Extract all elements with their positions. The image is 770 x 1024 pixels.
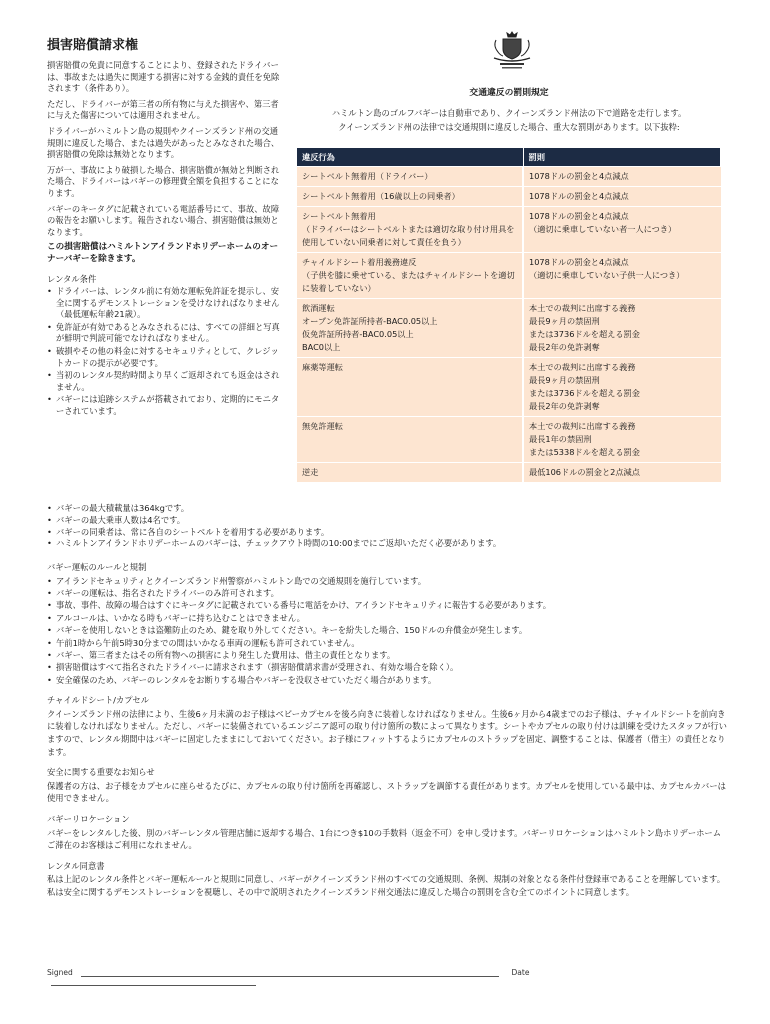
violation-text: （子供を膝に乗せている、またはチャイルドシートを適切に装着していない） (302, 270, 515, 293)
penalty-text: 1078ドルの罰金と4点減点 (529, 211, 629, 221)
penalty-text: または5338ドルを超える罰金 (529, 447, 640, 457)
signature-area (47, 968, 727, 986)
violation-text: （ドライバーはシートベルトまたは適切な取り付け用具を使用していない同乗者に対して責任を負う） (302, 224, 515, 247)
violation-text: 無免許運転 (302, 421, 343, 431)
penalty-cell (523, 463, 721, 483)
violation-cell (297, 463, 524, 483)
traffic-penalties-intro-2: クイーンズランド州の法律では交通規則に違反した場合、重大な罰則があります。以下抜粋: (338, 122, 680, 132)
penalty-text: 最長1年の禁固刑 (529, 434, 592, 444)
violation-text: 逆走 (302, 467, 319, 477)
waiver-paragraph-3: ドライバーがハミルトン島の規則やクイーンズランド州の交通規則に違反した場合、または過失があったとみなされた場合、損害賠償の免除は無効となります。 (47, 125, 280, 160)
relocation-section (47, 813, 729, 852)
penalty-cell (523, 417, 721, 463)
list-item: • バギーの最大乗車人数は4名です。 (47, 515, 647, 527)
violation-text: 麻薬等運転 (302, 362, 343, 372)
safety-notice-text: 保護者の方は、お子様をカプセルに座らせるたびに、カプセルの取り付け箇所を再確認し、ストラップを調節する責任があります。カプセルを使用している最中は、カプセルカバーは使用できません。 (47, 780, 726, 804)
column-header-violation: 違反行為 (297, 148, 524, 167)
violation-text: シートベルト無着用（ドライバー） (302, 171, 433, 181)
table-row (297, 358, 721, 417)
waiver-paragraph-4: 万が一、事故により破損した場合、損害賠償が無効と判断された場合、ドライバーはバギーの修理費全額を負担することになります。 (47, 164, 280, 198)
date-line[interactable] (51, 978, 256, 986)
violation-text: BAC0以上 (302, 342, 341, 352)
traffic-penalties-intro-1: ハミルトン島のゴルフバギーは自動車であり、クイーンズランド州法の下で道路を走行します。 (331, 108, 687, 118)
penalty-text: 1078ドルの罰金と4点減点 (529, 257, 629, 267)
waiver-paragraph-1: 損害賠償の免責に同意することにより、登録されたドライバーは、事故または過失に関連する損害に対する金銭的責任を免除されます（条件あり）。 (47, 60, 280, 94)
list-item: • 損害賠償はすべて指名されたドライバーに請求されます（損害賠償請求書が受理され、有効な場合を除く）。 (47, 661, 729, 673)
penalty-text: 本土での裁判に出席する義務 (529, 421, 636, 431)
list-item: • バギー、第三者またはその所有物への損害により発生した費用は、借主の責任となります。 (47, 649, 729, 661)
list-item: • 破損やその他の料金に対するセキュリティとして、クレジットカードの提示が必要です。 (47, 346, 285, 369)
rental-conditions-title: レンタル条件 (47, 273, 97, 284)
penalty-text: 1078ドルの罰金と4点減点 (529, 171, 629, 181)
penalty-text: 本土での裁判に出席する義務 (529, 303, 636, 313)
violation-text: チャイルドシート着用義務違反 (302, 257, 417, 267)
list-item: • 当初のレンタル契約時間より早くご返却されても返金はされません。 (47, 370, 285, 393)
list-item: • ドライバーは、レンタル前に有効な運転免許証を提示し、安全に関するデモンストレーションを受けなければなりません（最低運転年齢21歳）。 (47, 286, 285, 321)
damage-waiver-title: 損害賠償請求権 (47, 38, 139, 53)
column-header-penalty: 罰則 (523, 148, 721, 167)
penalty-table (296, 147, 721, 483)
violation-text: シートベルト無着用（16歳以上の同乗者） (302, 191, 460, 201)
signed-label: Signed (47, 968, 73, 977)
penalty-text: 最長2年の免許剥奪 (529, 342, 600, 352)
list-item: • ハミルトンアイランドホリデーホームのバギーは、チェックアウト時間の10:00までにご返却いただく必要があります。 (47, 538, 647, 550)
violation-cell (297, 207, 524, 253)
list-item: • 午前1時から午前5時30分までの間はいかなる車両の運転も許可されていません。 (47, 637, 729, 649)
date-label: Date (511, 968, 530, 977)
queensland-government-crest-icon (488, 28, 536, 72)
penalty-text: （適切に乗車していない者一人につき） (529, 224, 677, 234)
rental-agreement-text-2: 私は安全に関するデモンストレーションを視聴し、その中で説明されたクイーンズランド州交通法に違反した場合の罰則を含む全てのポイントに同意します。 (47, 886, 635, 897)
traffic-penalties-title: 交通違反の罰則規定 (469, 88, 549, 98)
penalty-cell (523, 167, 721, 187)
traffic-penalties-header (295, 86, 723, 134)
penalty-cell (523, 207, 721, 253)
violation-cell (297, 167, 524, 187)
penalty-cell (523, 358, 721, 417)
safety-notice-section (47, 766, 729, 805)
rules-section (47, 561, 729, 686)
queensland-crest-logo (488, 28, 536, 72)
penalty-cell (523, 187, 721, 207)
damage-waiver-column (47, 38, 285, 419)
rules-sections (47, 561, 729, 907)
table-row (297, 167, 721, 187)
rental-agreement-section (47, 860, 729, 899)
list-item: • 免許証が有効であるとみなされるには、すべての詳細と写真が鮮明で判読可能でなければなりません。 (47, 322, 285, 345)
table-row (297, 187, 721, 207)
rental-conditions-continued (47, 503, 647, 550)
penalty-table-body (297, 167, 721, 483)
child-seat-section (47, 694, 729, 758)
waiver-exclusion-note: この損害賠償はハミルトンアイランドホリデーホームのオーナーバギーを除きます。 (47, 242, 279, 264)
list-item: • アイランドセキュリティとクイーンズランド州警察がハミルトン島での交通規則を施行しています。 (47, 575, 729, 587)
child-seat-title: チャイルドシート/カプセル (47, 695, 150, 706)
penalty-cell (523, 299, 721, 358)
list-item: • バギーの運転は、指名されたドライバーのみ許可されます。 (47, 587, 729, 599)
violation-cell (297, 253, 524, 299)
penalty-text: 最長9ヶ月の禁固刑 (529, 316, 600, 326)
violation-cell (297, 187, 524, 207)
violation-text: シートベルト無着用 (302, 211, 376, 221)
table-row (297, 253, 721, 299)
relocation-title: バギーリロケーション (47, 814, 130, 824)
list-item: • バギーの同乗者は、常に各自のシートベルトを着用する必要があります。 (47, 527, 647, 539)
list-item: • バギーには追跡システムが搭載されており、定期的にモニターされています。 (47, 394, 285, 417)
violation-text: オープン免許証所持者-BAC0.05以上 (302, 316, 438, 326)
list-item: • 事故、事件、故障の場合はすぐにキータグに記載されている番号に電話をかけ、アイランドセキュリティに報告する必要があります。 (47, 599, 729, 611)
list-item: • 安全確保のため、バギーのレンタルをお断りする場合やバギーを没収させていただく場合があります。 (47, 674, 729, 686)
relocation-text: バギーをレンタルした後、別のバギーレンタル管理店舗に返却する場合、1台につき$10の手数料（返金不可）を申し受けます。バギーリロケーションはハミルトン島ホリデーホームご滞在のお客様はご利用になれません。 (47, 827, 722, 851)
penalty-text: 本土での裁判に出席する義務 (529, 362, 636, 372)
penalty-text: 最低106ドルの罰金と2点減点 (529, 467, 640, 477)
rental-agreement-title: レンタル同意書 (47, 860, 105, 871)
rental-agreement-text-1: 私は上記のレンタル条件とバギー運転ルールと規則に同意し、バギーがクイーンズランド州のすべての交通規則、条例、規制の対象となる条件付登録車であることを理解しています。 (47, 874, 725, 885)
violation-text: 仮免許証所持者-BAC0.05以上 (302, 329, 414, 339)
table-header-row (297, 148, 721, 167)
table-row (297, 299, 721, 358)
violation-cell (297, 417, 524, 463)
table-row (297, 417, 721, 463)
penalty-text: 最長2年の免許剥奪 (529, 401, 600, 411)
waiver-paragraph-2: ただし、ドライバーが第三者の所有物に与えた損害や、第三者に与えた傷害については適用されません。 (47, 98, 279, 121)
rules-title: バギー運転のルールと規制 (47, 562, 147, 572)
penalty-cell (523, 253, 721, 299)
safety-notice-title: 安全に関する重要なお知らせ (47, 767, 155, 778)
penalty-text: または3736ドルを超える罰金 (529, 329, 640, 339)
penalty-text: （適切に乗車していない子供一人につき） (529, 270, 685, 280)
penalty-text: または3736ドルを超える罰金 (529, 388, 640, 398)
table-row (297, 207, 721, 253)
penalty-text: 最長9ヶ月の禁固刑 (529, 375, 600, 385)
violation-cell (297, 358, 524, 417)
violation-cell (297, 299, 524, 358)
penalty-text: 1078ドルの罰金と4点減点 (529, 191, 629, 201)
signature-line[interactable] (81, 969, 499, 977)
list-item: • アルコールは、いかなる時もバギーに持ち込むことはできません。 (47, 612, 729, 624)
table-row (297, 463, 721, 483)
child-seat-text: クイーンズランド州の法律により、生後6ヶ月未満のお子様はベビーカプセルを後ろ向きに装着しなければなりません。生後6ヶ月から4歳までのお子様は、チャイルドシートを前向きに装着しなければなりません。ただし、バギーに装備されているエンジニア認可の取り付け箇所の数によって異なります。シートやカプセルの取り付けは訓練を受けたスタッフが行いますので、レンタル期間中はバギーに固定したままにしておいてください。お子様にフィットするようにカプセルのストラップを固定、調整することは、保護者（借主）の責任となります。 (47, 708, 727, 757)
list-item: • バギーの最大積載量は364kgです。 (47, 503, 647, 515)
violation-text: 飲酒運転 (302, 303, 335, 313)
rental-conditions-list (47, 286, 285, 418)
list-item: • バギーを使用しないときは盗難防止のため、鍵を取り外してください。キーを紛失した場合、150ドルの弁償金が発生します。 (47, 624, 729, 636)
waiver-paragraph-5: バギーのキータグに記載されている電話番号にて、事故、故障の報告をお願いします。報告されない場合、損害賠償は無効となります。 (47, 203, 280, 237)
